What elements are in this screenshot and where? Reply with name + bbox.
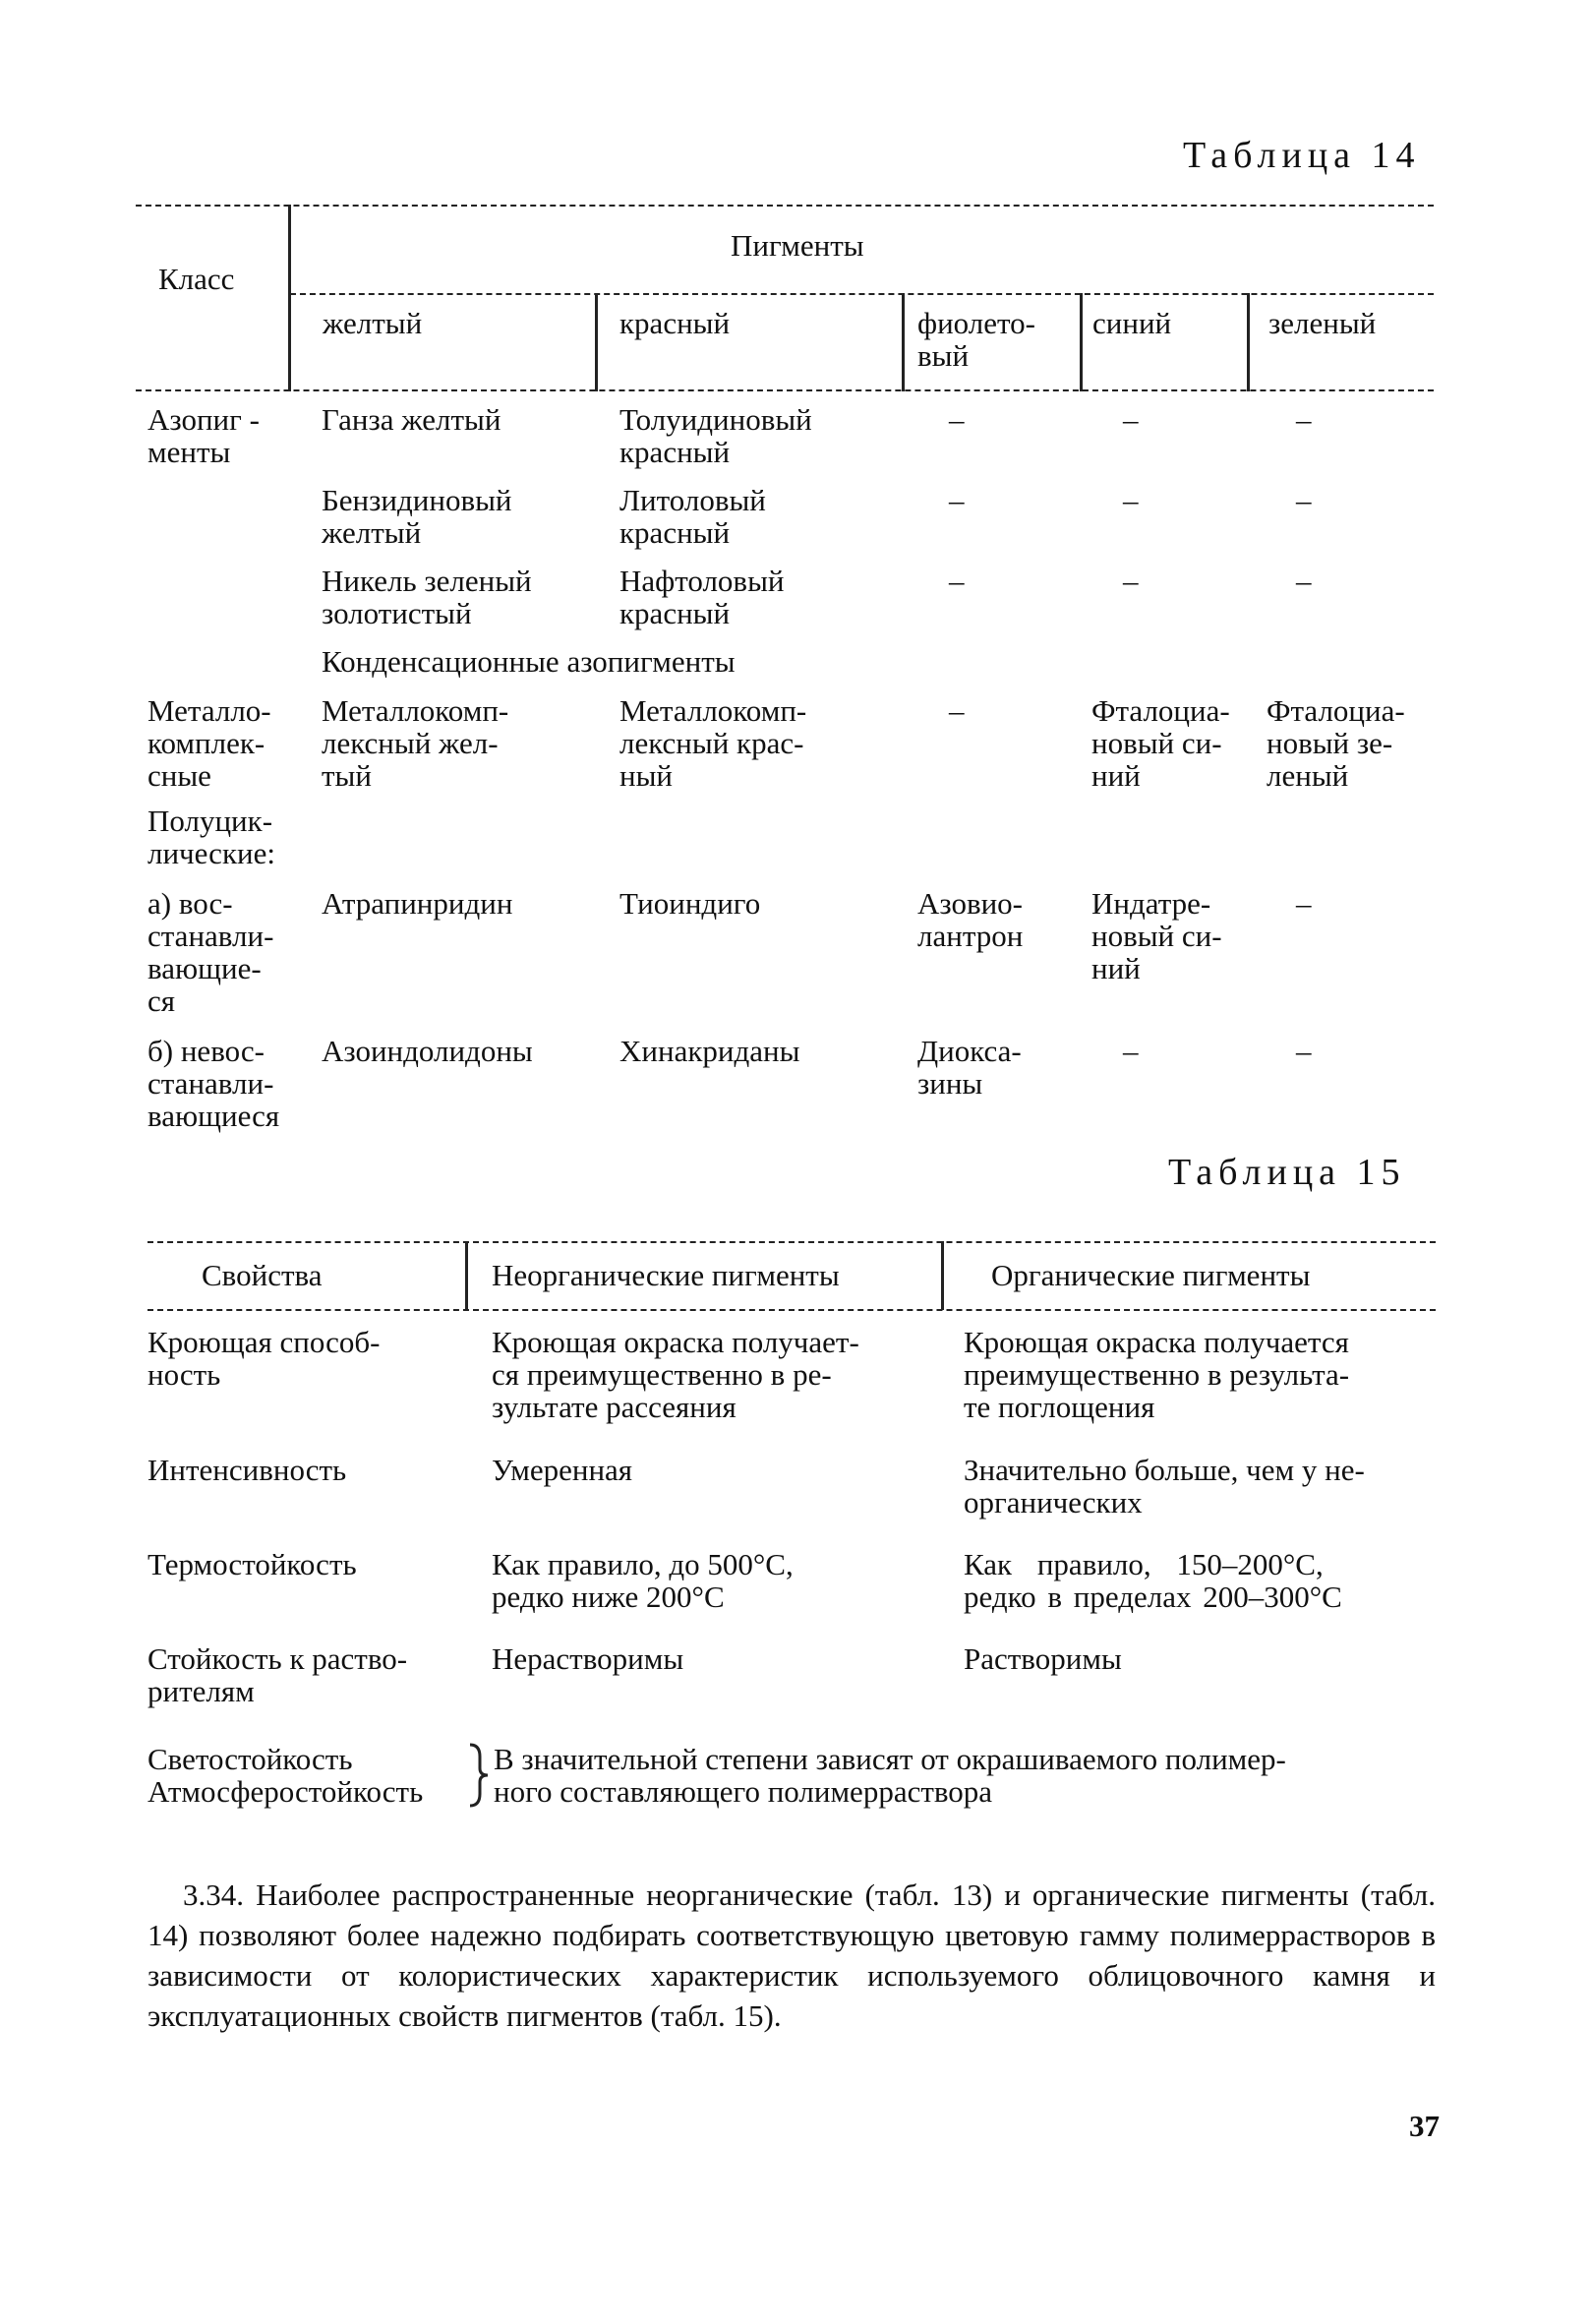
table14-col-divider-1 (595, 293, 598, 391)
table15-col-divider-2 (941, 1241, 944, 1310)
table14-cell-metal-green: Фталоциа- новый зе- леный (1267, 693, 1405, 793)
table14-cell-azo1-violet: – (949, 402, 965, 437)
table15-organic-intensity: Значительно больше, чем у не- органических (964, 1453, 1365, 1520)
table14-header-mid-rule (290, 293, 1434, 295)
table15-inorganic-heat: Как правило, до 500°С, редко ниже 200°С (492, 1547, 794, 1614)
paragraph-3-34 (147, 1875, 1436, 2036)
table14-cell-azo3-blue: – (1123, 564, 1139, 598)
table14-class-reducing: а) вос- станавли- вающие- ся (147, 886, 274, 1018)
table14-cell-metal-yellow: Металлокомп- лексный жел- тый (322, 693, 509, 793)
table14-header-yellow: желтый (323, 306, 423, 340)
table14-header-bottom-rule (136, 389, 1434, 391)
table14-cell-nonreducing-blue: – (1123, 1034, 1139, 1068)
table15-col-divider-1 (465, 1241, 468, 1310)
table14-cell-azo3-violet: – (949, 564, 965, 598)
table14-cell-azo1-green: – (1296, 402, 1312, 437)
table15-top-rule (147, 1241, 1436, 1243)
table14-col-divider-3 (1080, 293, 1083, 391)
table14-header-blue: синий (1092, 306, 1172, 340)
table14-cell-reducing-blue: Индатре- новый си- ний (1091, 886, 1222, 985)
table14-class-divider (288, 205, 291, 391)
table14-cell-reducing-yellow: Атрапинридин (322, 886, 513, 921)
table14-header-green: зеленый (1268, 306, 1377, 340)
table14-cell-azo3-red: Нафтоловый красный (619, 564, 785, 630)
table15-brace (466, 1743, 490, 1808)
table14-class-nonreducing: б) невос- станавли- вающиеся (147, 1034, 280, 1133)
table14-col-divider-2 (902, 293, 905, 391)
table14-cell-azo2-yellow: Бензидиновый желтый (322, 483, 512, 550)
table14-class-polycyclic: Полуцик- лические: (147, 804, 275, 870)
table15-prop-weather: Атмосферостойкость (147, 1774, 424, 1809)
table14-class-metal: Металло- комплек- сные (147, 693, 271, 793)
table15-prop-light: Светостойкость (147, 1742, 353, 1776)
table15-header-props: Свойства (202, 1258, 323, 1292)
table14-cell-metal-blue: Фталоциа- новый си- ний (1091, 693, 1230, 793)
table14-cell-azo3-yellow: Никель зеленый золотистый (322, 564, 532, 630)
table14-cell-azo2-blue: – (1123, 483, 1139, 517)
table14-cell-azo2-violet: – (949, 483, 965, 517)
table15-inorganic-hiding: Кроющая окраска получает- ся преимущественно в ре- зультате рассеяния (492, 1325, 859, 1424)
table14-cell-nonreducing-violet: Диокса- зины (917, 1034, 1022, 1101)
table15-header-inorganic: Неорганические пигменты (492, 1258, 840, 1292)
table14-cell-azo1-blue: – (1123, 402, 1139, 437)
table14-header-class: Класс (158, 262, 235, 296)
table15-organic-heat: Как правило, 150–200°С, редко в пределах 200–300°С (964, 1547, 1342, 1614)
table14-cell-azo2-red: Литоловый красный (619, 483, 766, 550)
table14-col-divider-4 (1247, 293, 1250, 391)
table15-prop-heat: Термостойкость (147, 1547, 357, 1581)
table14-cell-nonreducing-red: Хинакриданы (619, 1034, 800, 1068)
table14-cell-metal-violet: – (949, 693, 965, 728)
table14-caption: Таблица 14 (1183, 135, 1421, 176)
paragraph-number: 3.34. (183, 1877, 244, 1912)
table14-cell-azo1-yellow: Ганза желтый (322, 402, 501, 437)
table14-top-rule (136, 205, 1434, 207)
table14-cell-reducing-violet: Азовио- лантрон (917, 886, 1024, 953)
table15-organic-solvent: Растворимы (964, 1641, 1122, 1676)
table15-inorganic-solvent: Нерастворимы (492, 1641, 684, 1676)
table15-inorganic-intensity: Умеренная (492, 1453, 633, 1487)
table15-organic-hiding: Кроющая окраска получается преимущественно в результа- те поглощения (964, 1325, 1350, 1424)
table14-cell-metal-red: Металлокомп- лексный крас- ный (619, 693, 807, 793)
table14-cell-nonreducing-yellow: Азоиндолидоны (322, 1034, 533, 1068)
table15-caption: Таблица 15 (1168, 1152, 1406, 1193)
table14-cell-azo2-green: – (1296, 483, 1312, 517)
table14-header-pigments: Пигменты (731, 228, 864, 263)
paragraph-text: Наиболее распространенные неорганические (табл. 13) и органические пигменты (табл. 14) позволяют более надежно подбирать соответствующую цветовую гамму полимеррастворов в зависимости от колористических характеристик используемого облицовочного камня и эксплуатационных свойств пигментов (табл. 15). (147, 1877, 1437, 2033)
table15-prop-solvent: Стойкость к раство- рителям (147, 1641, 408, 1708)
table14-header-violet: фиолето- вый (917, 306, 1035, 373)
table15-header-bottom-rule (147, 1309, 1436, 1311)
table14-header-red: красный (619, 306, 731, 340)
table14-cell-azo1-red: Толуидиновый красный (619, 402, 812, 469)
table15-merged-text: В значительной степени зависят от окрашиваемого полимер- ного составляющего полимерраствора (494, 1742, 1286, 1809)
page-number: 37 (1409, 2109, 1440, 2143)
table14-cell-reducing-green: – (1296, 886, 1312, 921)
table14-cell-nonreducing-green: – (1296, 1034, 1312, 1068)
table14-condensation-row: Конденсационные азопигменты (322, 644, 736, 679)
table14-cell-azo3-green: – (1296, 564, 1312, 598)
table15-prop-hiding: Кроющая способ- ность (147, 1325, 381, 1392)
table14-cell-reducing-red: Тиоиндиго (619, 886, 761, 921)
table15-prop-intensity: Интенсивность (147, 1453, 347, 1487)
table15-header-organic: Органические пигменты (991, 1258, 1311, 1292)
table14-class-azo: Азопиг - менты (147, 402, 260, 469)
